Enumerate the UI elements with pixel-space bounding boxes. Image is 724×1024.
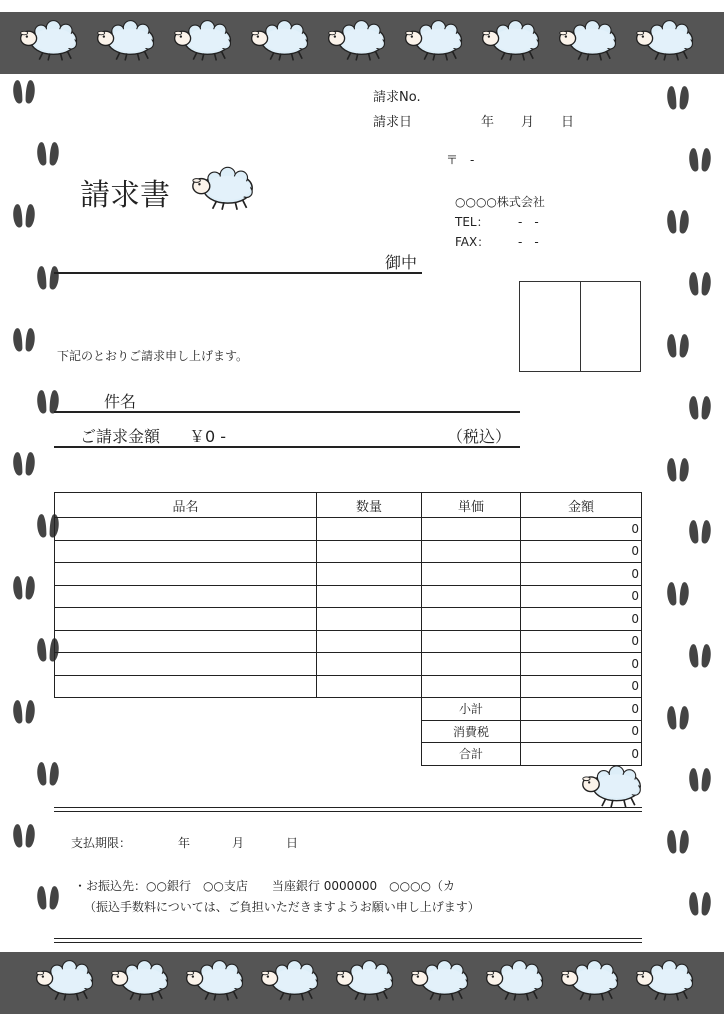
hoofprint-icon	[666, 456, 690, 484]
title-sheep-icon	[190, 166, 256, 212]
table-row	[55, 540, 642, 563]
sheep-icon	[172, 20, 234, 62]
intro-text: 下記のとおりご請求申し上げます。	[57, 349, 249, 363]
payment-deadline-month: 月	[232, 836, 245, 850]
sheep-icon	[249, 20, 311, 62]
hoofprint-icon	[666, 828, 690, 856]
quantity-cell[interactable]	[317, 585, 422, 608]
amount-label: ご請求金額	[80, 427, 161, 446]
hoofprint-icon	[688, 890, 712, 918]
header-amount: 金額	[521, 493, 642, 518]
sheep-icon	[259, 960, 321, 1002]
hoofprint-icon	[36, 884, 60, 912]
sheep-icon	[403, 20, 465, 62]
hoofprint-icon	[36, 140, 60, 168]
total-row	[55, 743, 642, 766]
header-unit-price: 単価	[422, 493, 521, 518]
hoofprint-icon	[36, 264, 60, 292]
hoofprint-icon	[12, 202, 36, 230]
company-fax-value: - -	[518, 235, 539, 249]
quantity-cell[interactable]	[317, 653, 422, 676]
recipient-line	[54, 272, 422, 274]
unit-price-cell[interactable]	[422, 653, 521, 676]
total-label: 合計	[422, 743, 521, 766]
quantity-cell[interactable]	[317, 563, 422, 586]
amount-cell: 0	[521, 608, 642, 631]
payment-deadline-year: 年	[178, 836, 191, 850]
sheep-icon	[634, 20, 696, 62]
hoofprint-icon	[666, 704, 690, 732]
payment-deadline-label: 支払期限：	[71, 836, 132, 850]
amount-cell: 0	[521, 540, 642, 563]
company-tel-label: TEL：	[455, 215, 489, 229]
sheep-icon	[184, 960, 246, 1002]
sheep-icon	[484, 960, 546, 1002]
sheep-icon	[334, 960, 396, 1002]
tax-row	[55, 720, 642, 743]
sheep-icon	[95, 20, 157, 62]
subject-line	[54, 411, 520, 413]
item-name-cell[interactable]	[55, 630, 317, 653]
unit-price-cell[interactable]	[422, 563, 521, 586]
bank-info: ・お振込先：○○銀行 ○○支店 当座銀行 0000000 ○○○○（カ	[74, 879, 456, 893]
postal-code: 〒 -	[446, 153, 475, 167]
quantity-cell[interactable]	[317, 518, 422, 541]
table-row	[55, 585, 642, 608]
hoofprint-icon	[688, 146, 712, 174]
invoice-date-year: 年	[481, 115, 495, 130]
table-row	[55, 653, 642, 676]
unit-price-cell[interactable]	[422, 585, 521, 608]
table-row	[55, 675, 642, 698]
table-row	[55, 630, 642, 653]
item-name-cell[interactable]	[55, 585, 317, 608]
unit-price-cell[interactable]	[422, 630, 521, 653]
hoofprint-icon	[666, 84, 690, 112]
hoofprint-icon	[12, 78, 36, 106]
hoofprint-icon	[12, 326, 36, 354]
item-name-cell[interactable]	[55, 540, 317, 563]
sheep-icon	[326, 20, 388, 62]
header-quantity: 数量	[317, 493, 422, 518]
amount-line	[54, 446, 520, 448]
item-name-cell[interactable]	[55, 518, 317, 541]
table-row	[55, 518, 642, 541]
total-value: 0	[521, 743, 642, 766]
amount-cell: 0	[521, 653, 642, 676]
amount-cell: 0	[521, 585, 642, 608]
sheep-icon	[409, 960, 471, 1002]
subject-label: 件名	[104, 392, 137, 411]
subtotal-row	[55, 698, 642, 721]
document-title: 請求書	[80, 178, 170, 213]
amount-cell: 0	[521, 563, 642, 586]
divider-line-bottom	[54, 811, 642, 812]
amount-value: ￥0 -	[189, 427, 227, 446]
unit-price-cell[interactable]	[422, 608, 521, 631]
amount-cell: 0	[521, 675, 642, 698]
payment-deadline-day: 日	[286, 836, 299, 850]
table-row	[55, 608, 642, 631]
footer-sheep-icon	[580, 766, 644, 808]
hoofprint-icon	[688, 642, 712, 670]
sheep-icon	[34, 960, 96, 1002]
hoofprint-icon	[688, 394, 712, 422]
hoofprint-icon	[666, 208, 690, 236]
bottom-line-2	[54, 942, 642, 943]
sheep-icon	[18, 20, 80, 62]
header-item-name: 品名	[55, 493, 317, 518]
company-tel-value: - -	[518, 215, 539, 229]
quantity-cell[interactable]	[317, 675, 422, 698]
tax-label: 消費税	[422, 720, 521, 743]
quantity-cell[interactable]	[317, 608, 422, 631]
subtotal-label: 小計	[422, 698, 521, 721]
hoofprint-icon	[12, 698, 36, 726]
tax-value: 0	[521, 720, 642, 743]
company-fax-label: FAX：	[455, 235, 490, 249]
item-name-cell[interactable]	[55, 608, 317, 631]
divider-line-top	[54, 807, 642, 808]
table-row	[55, 563, 642, 586]
invoice-date-day: 日	[561, 115, 575, 130]
sheep-icon	[109, 960, 171, 1002]
tax-note: （税込）	[447, 427, 512, 446]
hoofprint-icon	[688, 518, 712, 546]
bottom-line-1	[54, 938, 642, 939]
sheep-icon	[559, 960, 621, 1002]
unit-price-cell[interactable]	[422, 518, 521, 541]
unit-price-cell[interactable]	[422, 675, 521, 698]
hoofprint-icon	[688, 766, 712, 794]
company-name: ○○○○株式会社	[455, 195, 545, 209]
hoofprint-icon	[12, 822, 36, 850]
transfer-fee-note: （振込手数料については、ご負担いただきますようお願い申し上げます）	[84, 900, 480, 914]
recipient-suffix: 御中	[385, 253, 418, 272]
hoofprint-icon	[12, 450, 36, 478]
stamp-box	[519, 281, 641, 372]
hoofprint-icon	[12, 574, 36, 602]
sheep-icon	[557, 20, 619, 62]
quantity-cell[interactable]	[317, 540, 422, 563]
subtotal-value: 0	[521, 698, 642, 721]
invoice-number-label: 請求No.	[373, 90, 421, 105]
amount-cell: 0	[521, 630, 642, 653]
item-name-cell[interactable]	[55, 675, 317, 698]
invoice-date-month: 月	[521, 115, 535, 130]
hoofprint-icon	[666, 580, 690, 608]
sheep-icon	[634, 960, 696, 1002]
unit-price-cell[interactable]	[422, 540, 521, 563]
sheep-icon	[480, 20, 542, 62]
items-table	[54, 492, 642, 766]
hoofprint-icon	[688, 270, 712, 298]
item-name-cell[interactable]	[55, 653, 317, 676]
invoice-date-label: 請求日	[373, 115, 413, 130]
hoofprint-icon	[666, 332, 690, 360]
amount-cell: 0	[521, 518, 642, 541]
item-name-cell[interactable]	[55, 563, 317, 586]
quantity-cell[interactable]	[317, 630, 422, 653]
